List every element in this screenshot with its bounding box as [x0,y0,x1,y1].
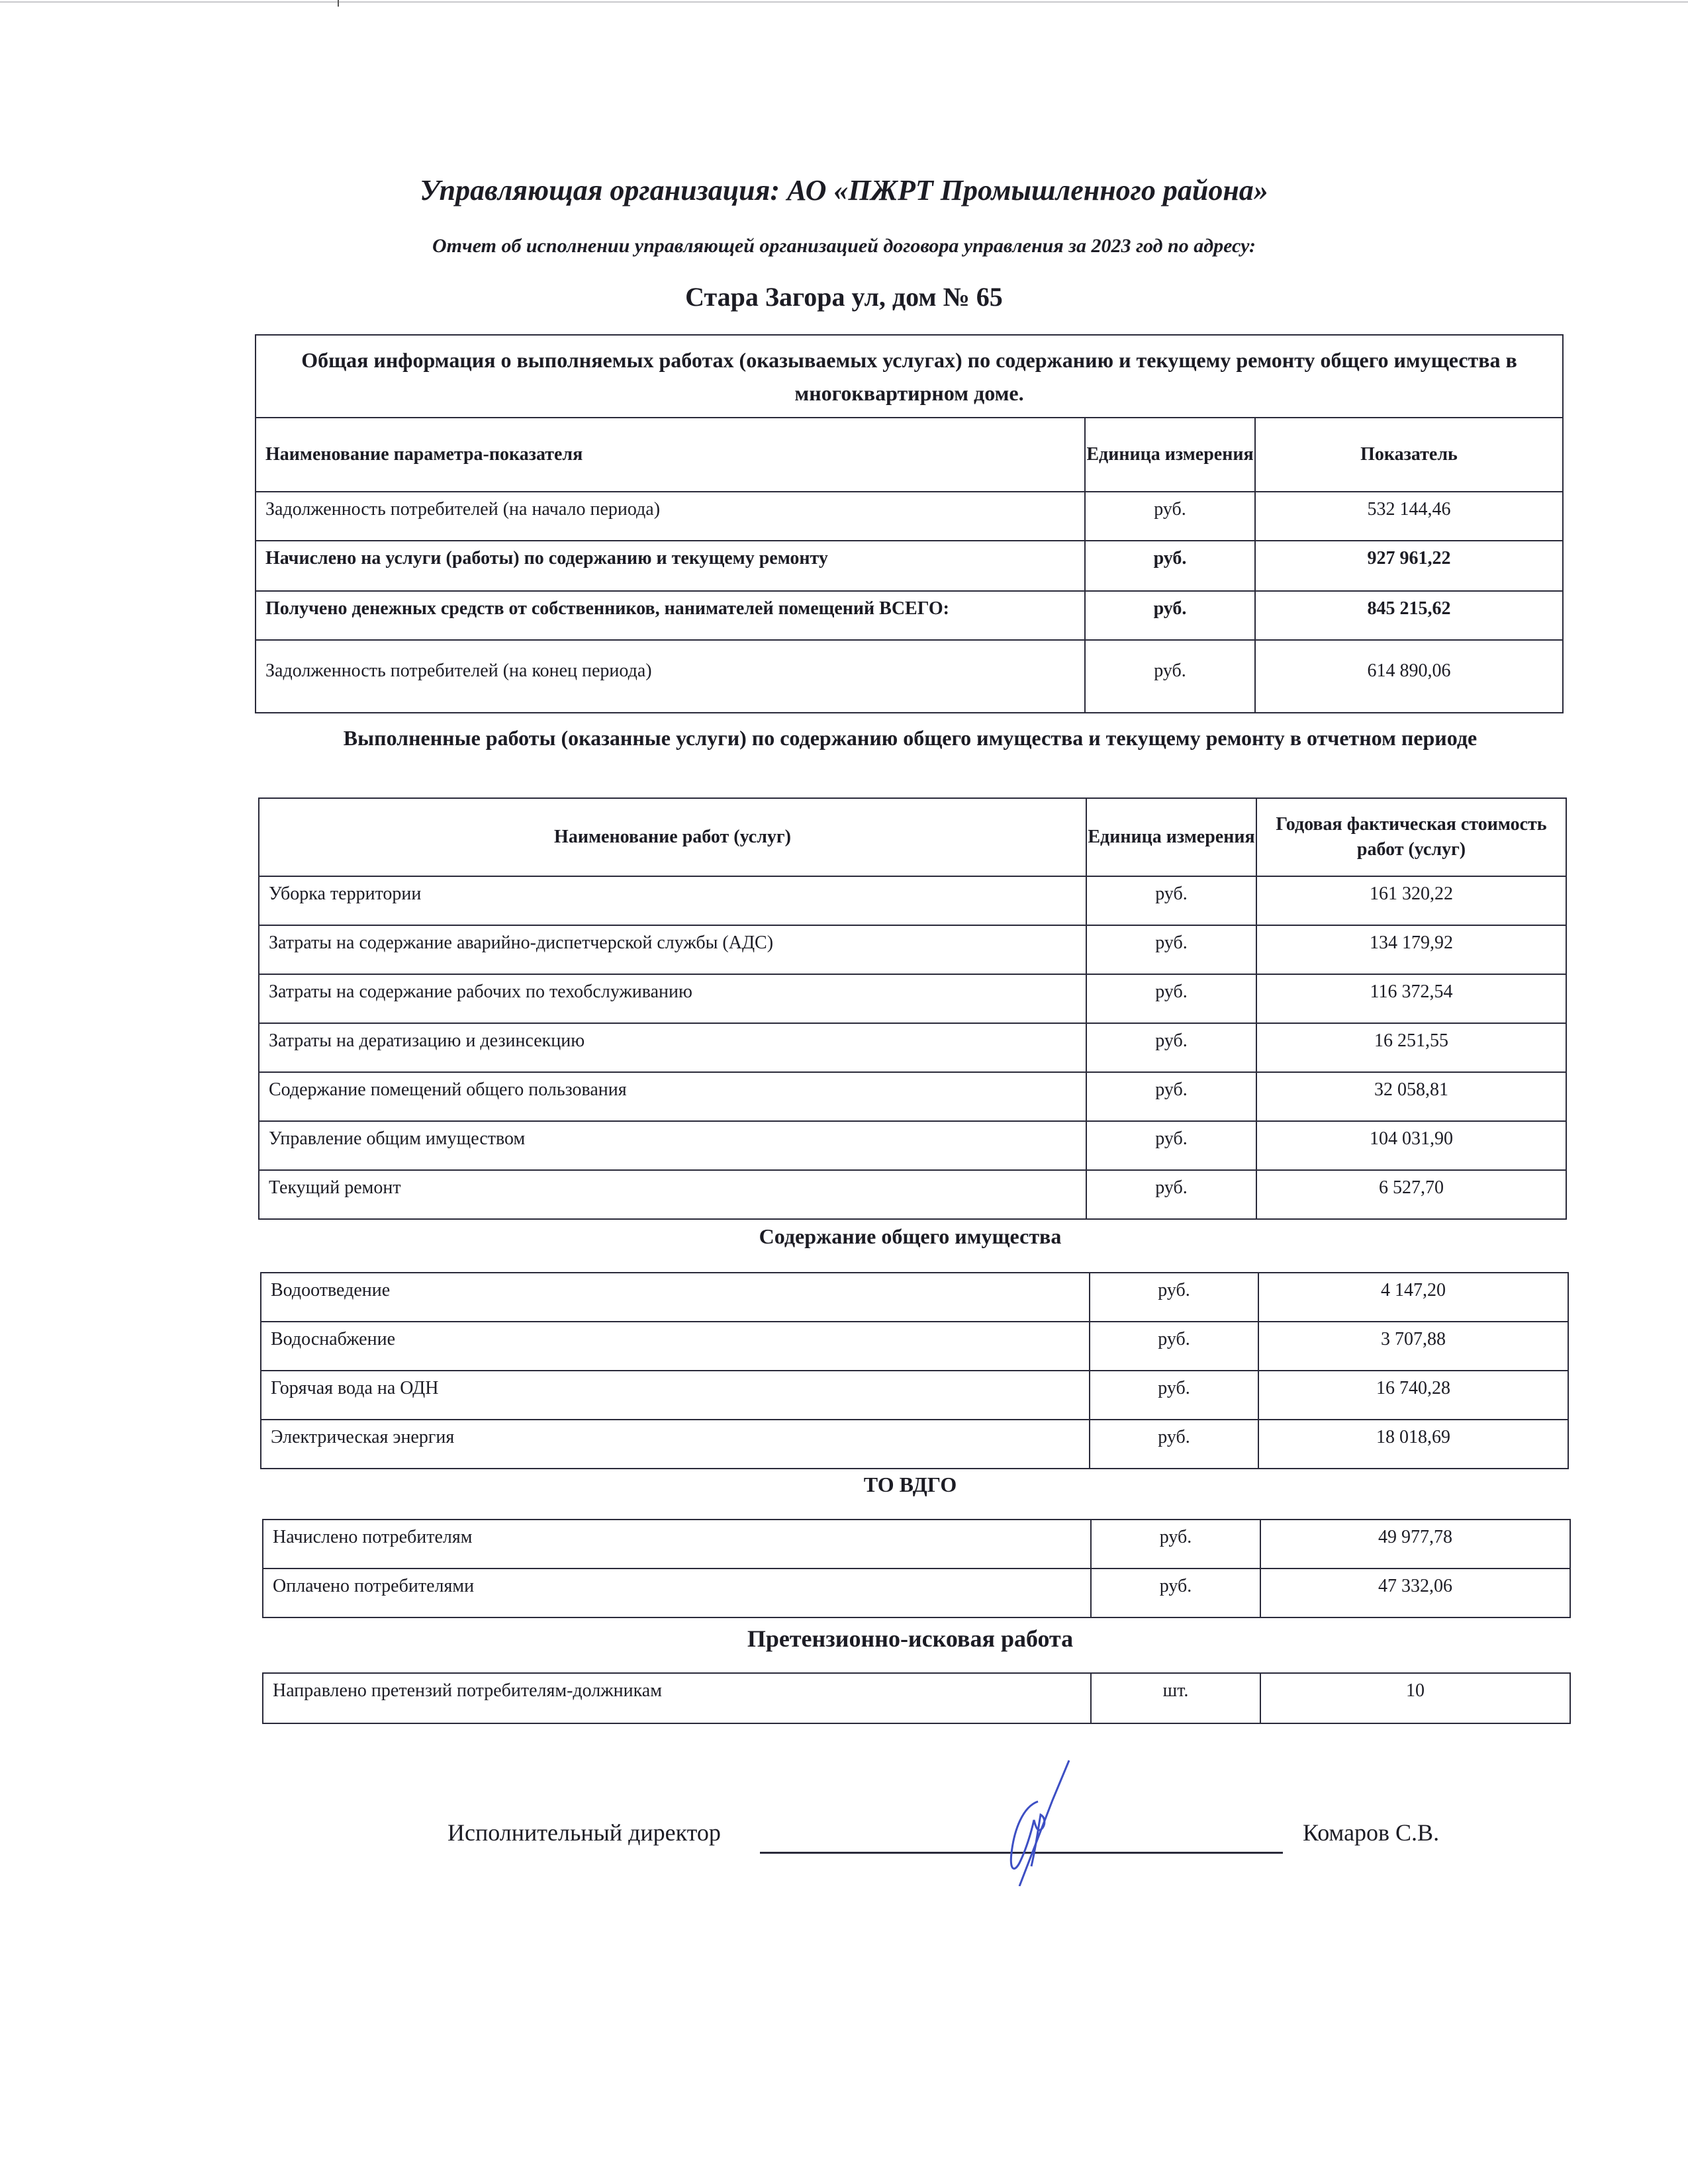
row-value: 845 215,62 [1255,591,1563,640]
row-unit: руб. [1086,925,1256,974]
table-row [259,974,1566,1023]
row-unit: руб. [1085,640,1255,713]
table-row [261,1322,1568,1371]
row-name: Задолженность потребителей (на конец периода) [256,640,1085,713]
row-name: Уборка территории [259,876,1086,925]
row-name: Электрическая энергия [261,1420,1090,1469]
claims-table [262,1672,1571,1724]
row-value: 6 527,70 [1256,1170,1566,1219]
row-unit: руб. [1090,1273,1258,1322]
handwritten-signature-icon [953,1754,1086,1886]
table-row [263,1569,1570,1617]
column-header-annual-cost: Годовая фактическая стоимость работ (услуг) [1256,798,1566,876]
table-row [256,492,1563,541]
row-unit: руб. [1086,1170,1256,1219]
row-value: 47 332,06 [1260,1569,1570,1617]
row-value: 104 031,90 [1256,1121,1566,1170]
row-unit: руб. [1086,974,1256,1023]
claims-section-title: Претензионно-исковая работа [747,1625,1074,1652]
row-name: Затраты на дератизацию и дезинсекцию [259,1023,1086,1072]
table-row [263,1520,1570,1569]
row-unit: руб. [1085,591,1255,640]
row-value: 32 058,81 [1256,1072,1566,1121]
table-row [256,541,1563,591]
row-value: 116 372,54 [1256,974,1566,1023]
row-unit: руб. [1086,876,1256,925]
signatory-name: Комаров С.В. [1303,1819,1440,1846]
column-header-work-name: Наименование работ (услуг) [259,798,1086,876]
table-row [261,1273,1568,1322]
report-subtitle: Отчет об исполнении управляющей организацией договора управления за 2023 год по адресу: [432,235,1256,257]
table-row [259,1121,1566,1170]
works-section-title: Выполненные работы (оказанные услуги) по содержанию общего имущества и текущему ремонту в отчетном периоде [343,726,1477,750]
column-header-unit: Единица измерения [1085,418,1255,492]
column-header-value: Показатель [1255,418,1563,492]
table-row [259,1072,1566,1121]
row-name: Задолженность потребителей (на начало периода) [256,492,1085,541]
row-name: Оплачено потребителями [263,1569,1091,1617]
row-name: Текущий ремонт [259,1170,1086,1219]
row-name: Затраты на содержание рабочих по техобслуживанию [259,974,1086,1023]
scan-mark [338,0,339,7]
row-value: 134 179,92 [1256,925,1566,974]
row-value: 532 144,46 [1255,492,1563,541]
row-value: 927 961,22 [1255,541,1563,591]
row-unit: руб. [1086,1023,1256,1072]
row-value: 18 018,69 [1258,1420,1568,1469]
table-row [263,1673,1570,1723]
row-unit: руб. [1085,541,1255,591]
table-row [259,876,1566,925]
row-name: Содержание помещений общего пользования [259,1072,1086,1121]
general-info-table [255,334,1564,713]
table-row [259,1170,1566,1219]
row-value: 10 [1260,1673,1570,1723]
row-name: Получено денежных средств от собственников, нанимателей помещений ВСЕГО: [256,591,1085,640]
row-value: 49 977,78 [1260,1520,1570,1569]
row-unit: шт. [1091,1673,1260,1723]
works-table [258,797,1567,1220]
common-property-section-title: Содержание общего имущества [759,1224,1062,1248]
row-value: 3 707,88 [1258,1322,1568,1371]
row-name: Водоснабжение [261,1322,1090,1371]
general-info-title: Общая информация о выполняемых работах (оказываемых услугах) по содержанию и текущему ремонту общего имущества в многоквартирном доме. [256,335,1563,418]
row-unit: руб. [1090,1420,1258,1469]
row-value: 161 320,22 [1256,876,1566,925]
row-name: Начислено потребителям [263,1520,1091,1569]
row-unit: руб. [1090,1371,1258,1420]
column-header-unit: Единица измерения [1086,798,1256,876]
row-name: Управление общим имуществом [259,1121,1086,1170]
row-unit: руб. [1090,1322,1258,1371]
table-row [256,591,1563,640]
row-value: 16 251,55 [1256,1023,1566,1072]
row-name: Затраты на содержание аварийно-диспетчерской службы (АДС) [259,925,1086,974]
row-unit: руб. [1091,1520,1260,1569]
table-row [259,1023,1566,1072]
row-unit: руб. [1085,492,1255,541]
row-unit: руб. [1086,1072,1256,1121]
table-row [259,925,1566,974]
address-heading: Стара Загора ул, дом № 65 [685,282,1003,312]
column-header-parameter: Наименование параметра-показателя [256,418,1085,492]
row-name: Водоотведение [261,1273,1090,1322]
row-value: 4 147,20 [1258,1273,1568,1322]
row-name: Начислено на услуги (работы) по содержанию и текущему ремонту [256,541,1085,591]
common-property-table [260,1272,1569,1469]
row-value: 16 740,28 [1258,1371,1568,1420]
table-row [261,1420,1568,1469]
signatory-position: Исполнительный директор [447,1819,721,1846]
row-name: Горячая вода на ОДН [261,1371,1090,1420]
vdgo-table [262,1519,1571,1618]
table-row [261,1371,1568,1420]
vdgo-section-title: ТО ВДГО [863,1473,957,1496]
row-name: Направлено претензий потребителям-должникам [263,1673,1091,1723]
organization-title: Управляющая организация: АО «ПЖРТ Промышленного района» [420,174,1268,206]
row-unit: руб. [1086,1121,1256,1170]
scan-top-edge [0,1,1688,3]
row-value: 614 890,06 [1255,640,1563,713]
table-row [256,640,1563,713]
row-unit: руб. [1091,1569,1260,1617]
